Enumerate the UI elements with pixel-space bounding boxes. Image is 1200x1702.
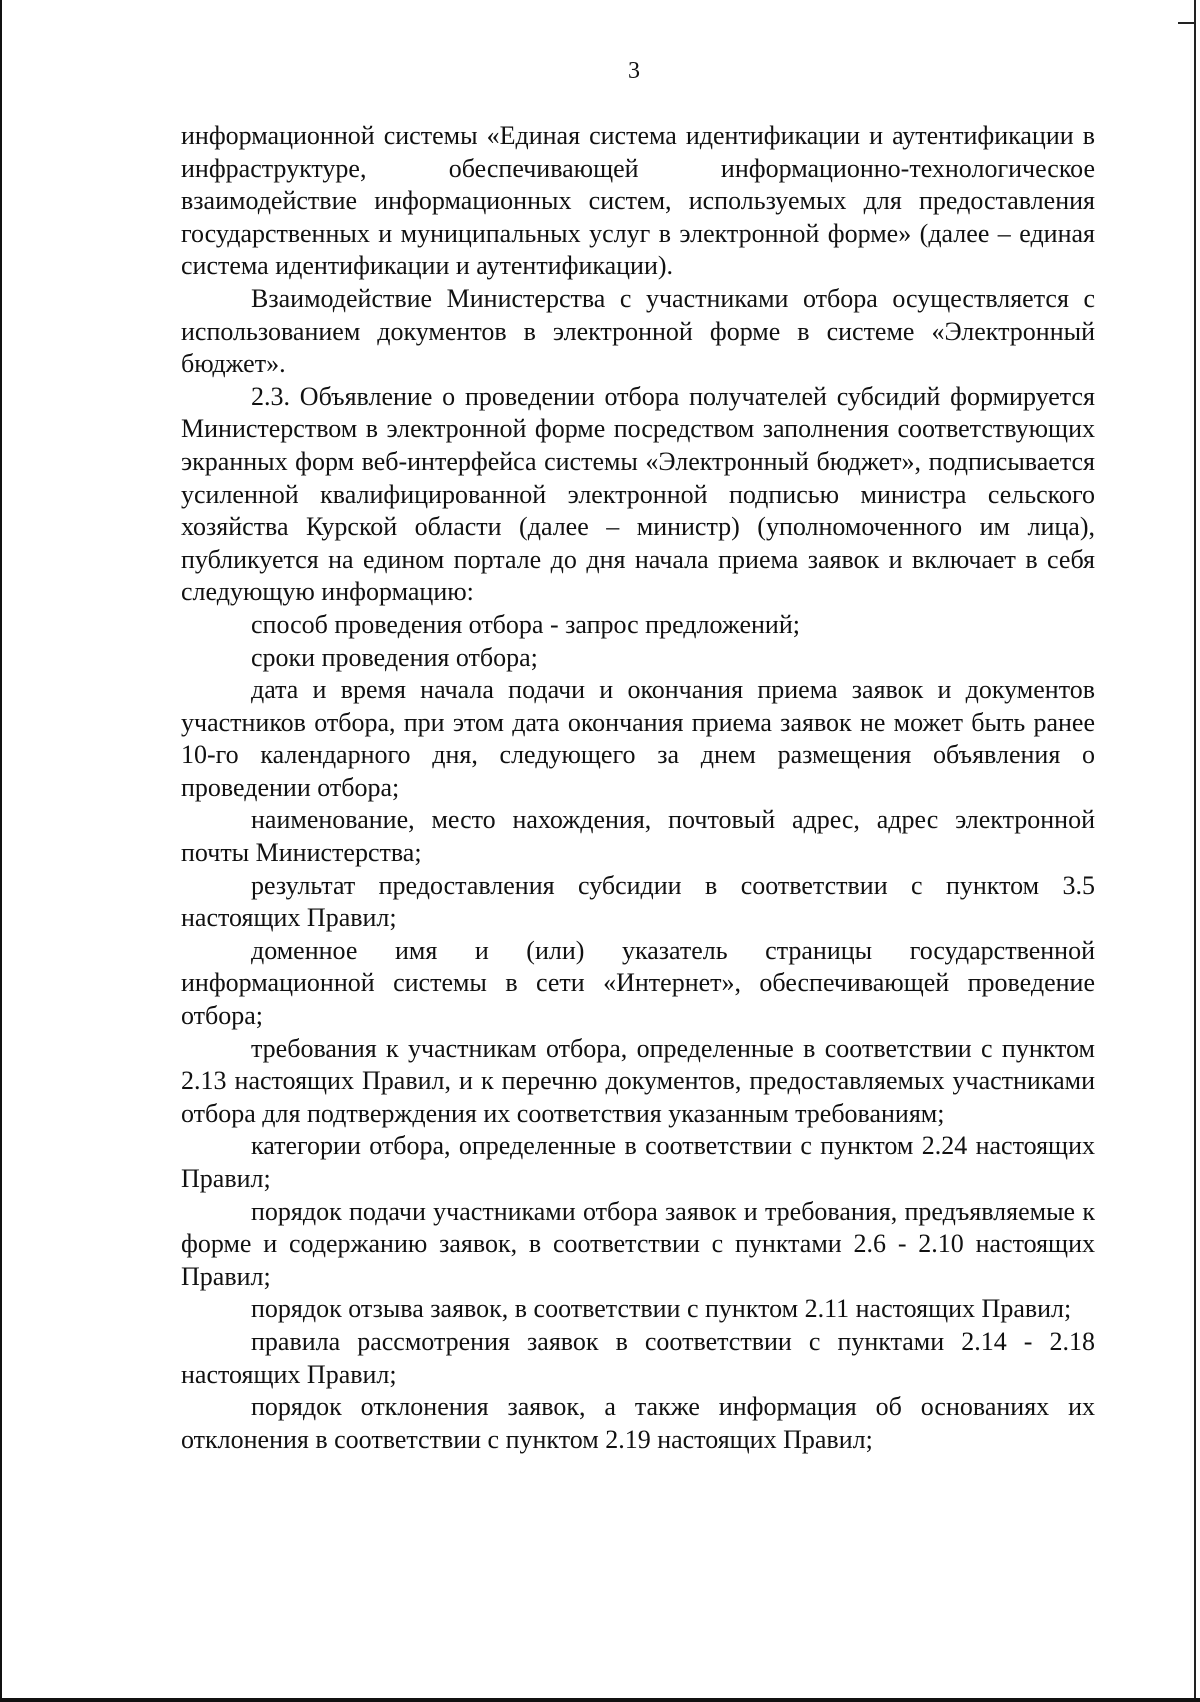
list-item: дата и время начала подачи и окончания приема заявок и документов участников отбора, при этом дата окончания приема заявок не может быть ранее 10-го календарного дня, следующего за днем размещения объявления о проведении отбора;: [181, 675, 1095, 802]
list-item: способ проведения отбора - запрос предложений;: [251, 609, 800, 639]
list-item: доменное имя и (или) указатель страницы государственной информационной системы в сети «Интернет», обеспечивающей проведение отбора;: [181, 935, 1095, 1031]
list-item: порядок отзыва заявок, в соответствии с пунктом 2.11 настоящих Правил;: [251, 1294, 1072, 1324]
scan-border-mark: [1178, 22, 1196, 24]
paragraph: информационной системы «Единая система идентификации и аутентификации в инфраструктуре, обеспечивающей информационно-технологическое взаимодействие информационных систем, используемых для предоставления государственных и муниципальных услуг в электронной форме» (далее – единая система идентификации и аутентификации).: [181, 121, 1095, 281]
list-item: требования к участникам отбора, определенные в соответствии с пунктом 2.13 настоящих Правил, и к перечню документов, предоставляемых участниками отбора для подтверждения их соответствия указанным требованиям;: [181, 1033, 1095, 1128]
page-number: 3: [628, 58, 640, 84]
list-item: категории отбора, определенные в соответствии с пунктом 2.24 настоящих Правил;: [181, 1131, 1095, 1193]
scan-border-left: [0, 0, 2, 1702]
list-item: сроки проведения отбора;: [251, 642, 538, 672]
list-item: порядок отклонения заявок, а также информация об основаниях их отклонения в соответствии с пунктом 2.19 настоящих Правил;: [181, 1392, 1095, 1454]
list-item: результат предоставления субсидии в соответствии с пунктом 3.5 настоящих Правил;: [181, 870, 1095, 933]
list-item: наименование, место нахождения, почтовый адрес, адрес электронной почты Министерства;: [181, 805, 1095, 868]
document-body: [181, 120, 1095, 1456]
paragraph: 2.3. Объявление о проведении отбора получателей субсидий формируется Министерством в электронной форме посредством заполнения соответствующих экранных форм веб-интерфейса системы «Электронный бюджет», подписывается усиленной квалифицированной электронной подписью министра сельского хозяйства Курской области (далее – министр) (уполномоченного им лица), публикуется на едином портале до дня начала приема заявок и включает в себя следующую информацию:: [181, 381, 1095, 607]
paragraph: Взаимодействие Министерства с участниками отбора осуществляется с использованием документов в электронной форме в системе «Электронный бюджет».: [181, 283, 1095, 379]
list-item: порядок подачи участниками отбора заявок и требования, предъявляемые к форме и содержанию заявок, в соответствии с пунктами 2.6 - 2.10 настоящих Правил;: [181, 1196, 1095, 1291]
list-item: правила рассмотрения заявок в соответствии с пунктами 2.14 - 2.18 настоящих Правил;: [181, 1326, 1095, 1389]
scan-border-bottom: [0, 1698, 1200, 1702]
scan-border-right: [1194, 0, 1196, 1702]
